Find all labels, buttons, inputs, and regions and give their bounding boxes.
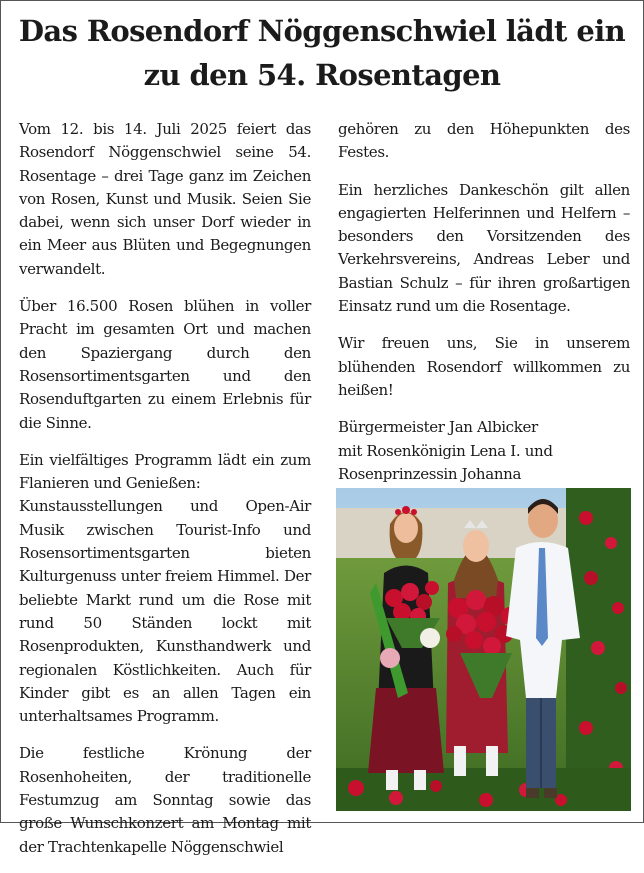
left-column — [19, 118, 311, 873]
paragraph-thanks: Ein herzliches Dankeschön gilt allen engagierten Helferinnen und Helfern – besonders den Vorsitzenden des Verkehrsvereins, Andreas Leber und Bastian Schulz – für ihren großartigen Einsatz rund um die Rosentage. — [338, 180, 630, 316]
paragraph-intro: Vom 12. bis 14. Juli 2025 feiert das Rosendorf Nöggenschwiel seine 54. Rosentage – drei Tage ganz im Zeichen von Rosen, Kunst und Musik. Seien Sie dabei, wenn sich unser Dorf wieder in ein Meer aus Blüten und Begegnungen verwandelt. — [19, 120, 311, 278]
signature: Bürgermeister Jan Albicker mit Rosenkönigin Lena I. und Rosenprinzessin Johanna — [338, 418, 553, 483]
article-headline: Das Rosendorf Nöggenschwiel lädt ein zu den 54. Rosentagen — [18, 14, 626, 92]
paragraph-highlights: Die festliche Krönung der Rosenhoheiten, der traditionelle Festumzug am Sonntag sowie das große Wunschkonzert am Montag mit der Trachtenkapelle Nöggenschwiel — [19, 744, 311, 856]
photo-illustration — [336, 488, 631, 811]
right-column — [338, 118, 630, 500]
paragraph-highlights-cont: gehören zu den Höhepunkten des Festes. — [338, 120, 630, 162]
paragraph-program: Ein vielfältiges Programm lädt ein zum Flanieren und Genießen: Kunstausstellungen und Open-Air Musik zwischen Tourist-Info und Rosensortimentsgarten bieten Kulturgenuss unter freiem Himmel. Der beliebte Markt rund um die Rose mit rund 50 Ständen lockt mit Rosenprodukten, Kunsthandwerk und regionalen Köstlichkeiten. Auch für Kinder gibt es an allen Tagen ein unterhaltsames Programm. — [19, 450, 311, 726]
paragraph-roses: Über 16.500 Rosen blühen in voller Pracht im gesamten Ort und machen den Spaziergang durch den Rosensortimentsgarten und den Rosenduftgarten zu einem Erlebnis für die Sinne. — [19, 297, 311, 432]
rose-royalty-photo — [336, 488, 631, 811]
paragraph-welcome: Wir freuen uns, Sie in unserem blühenden Rosendorf willkommen zu heißen! — [338, 334, 630, 399]
